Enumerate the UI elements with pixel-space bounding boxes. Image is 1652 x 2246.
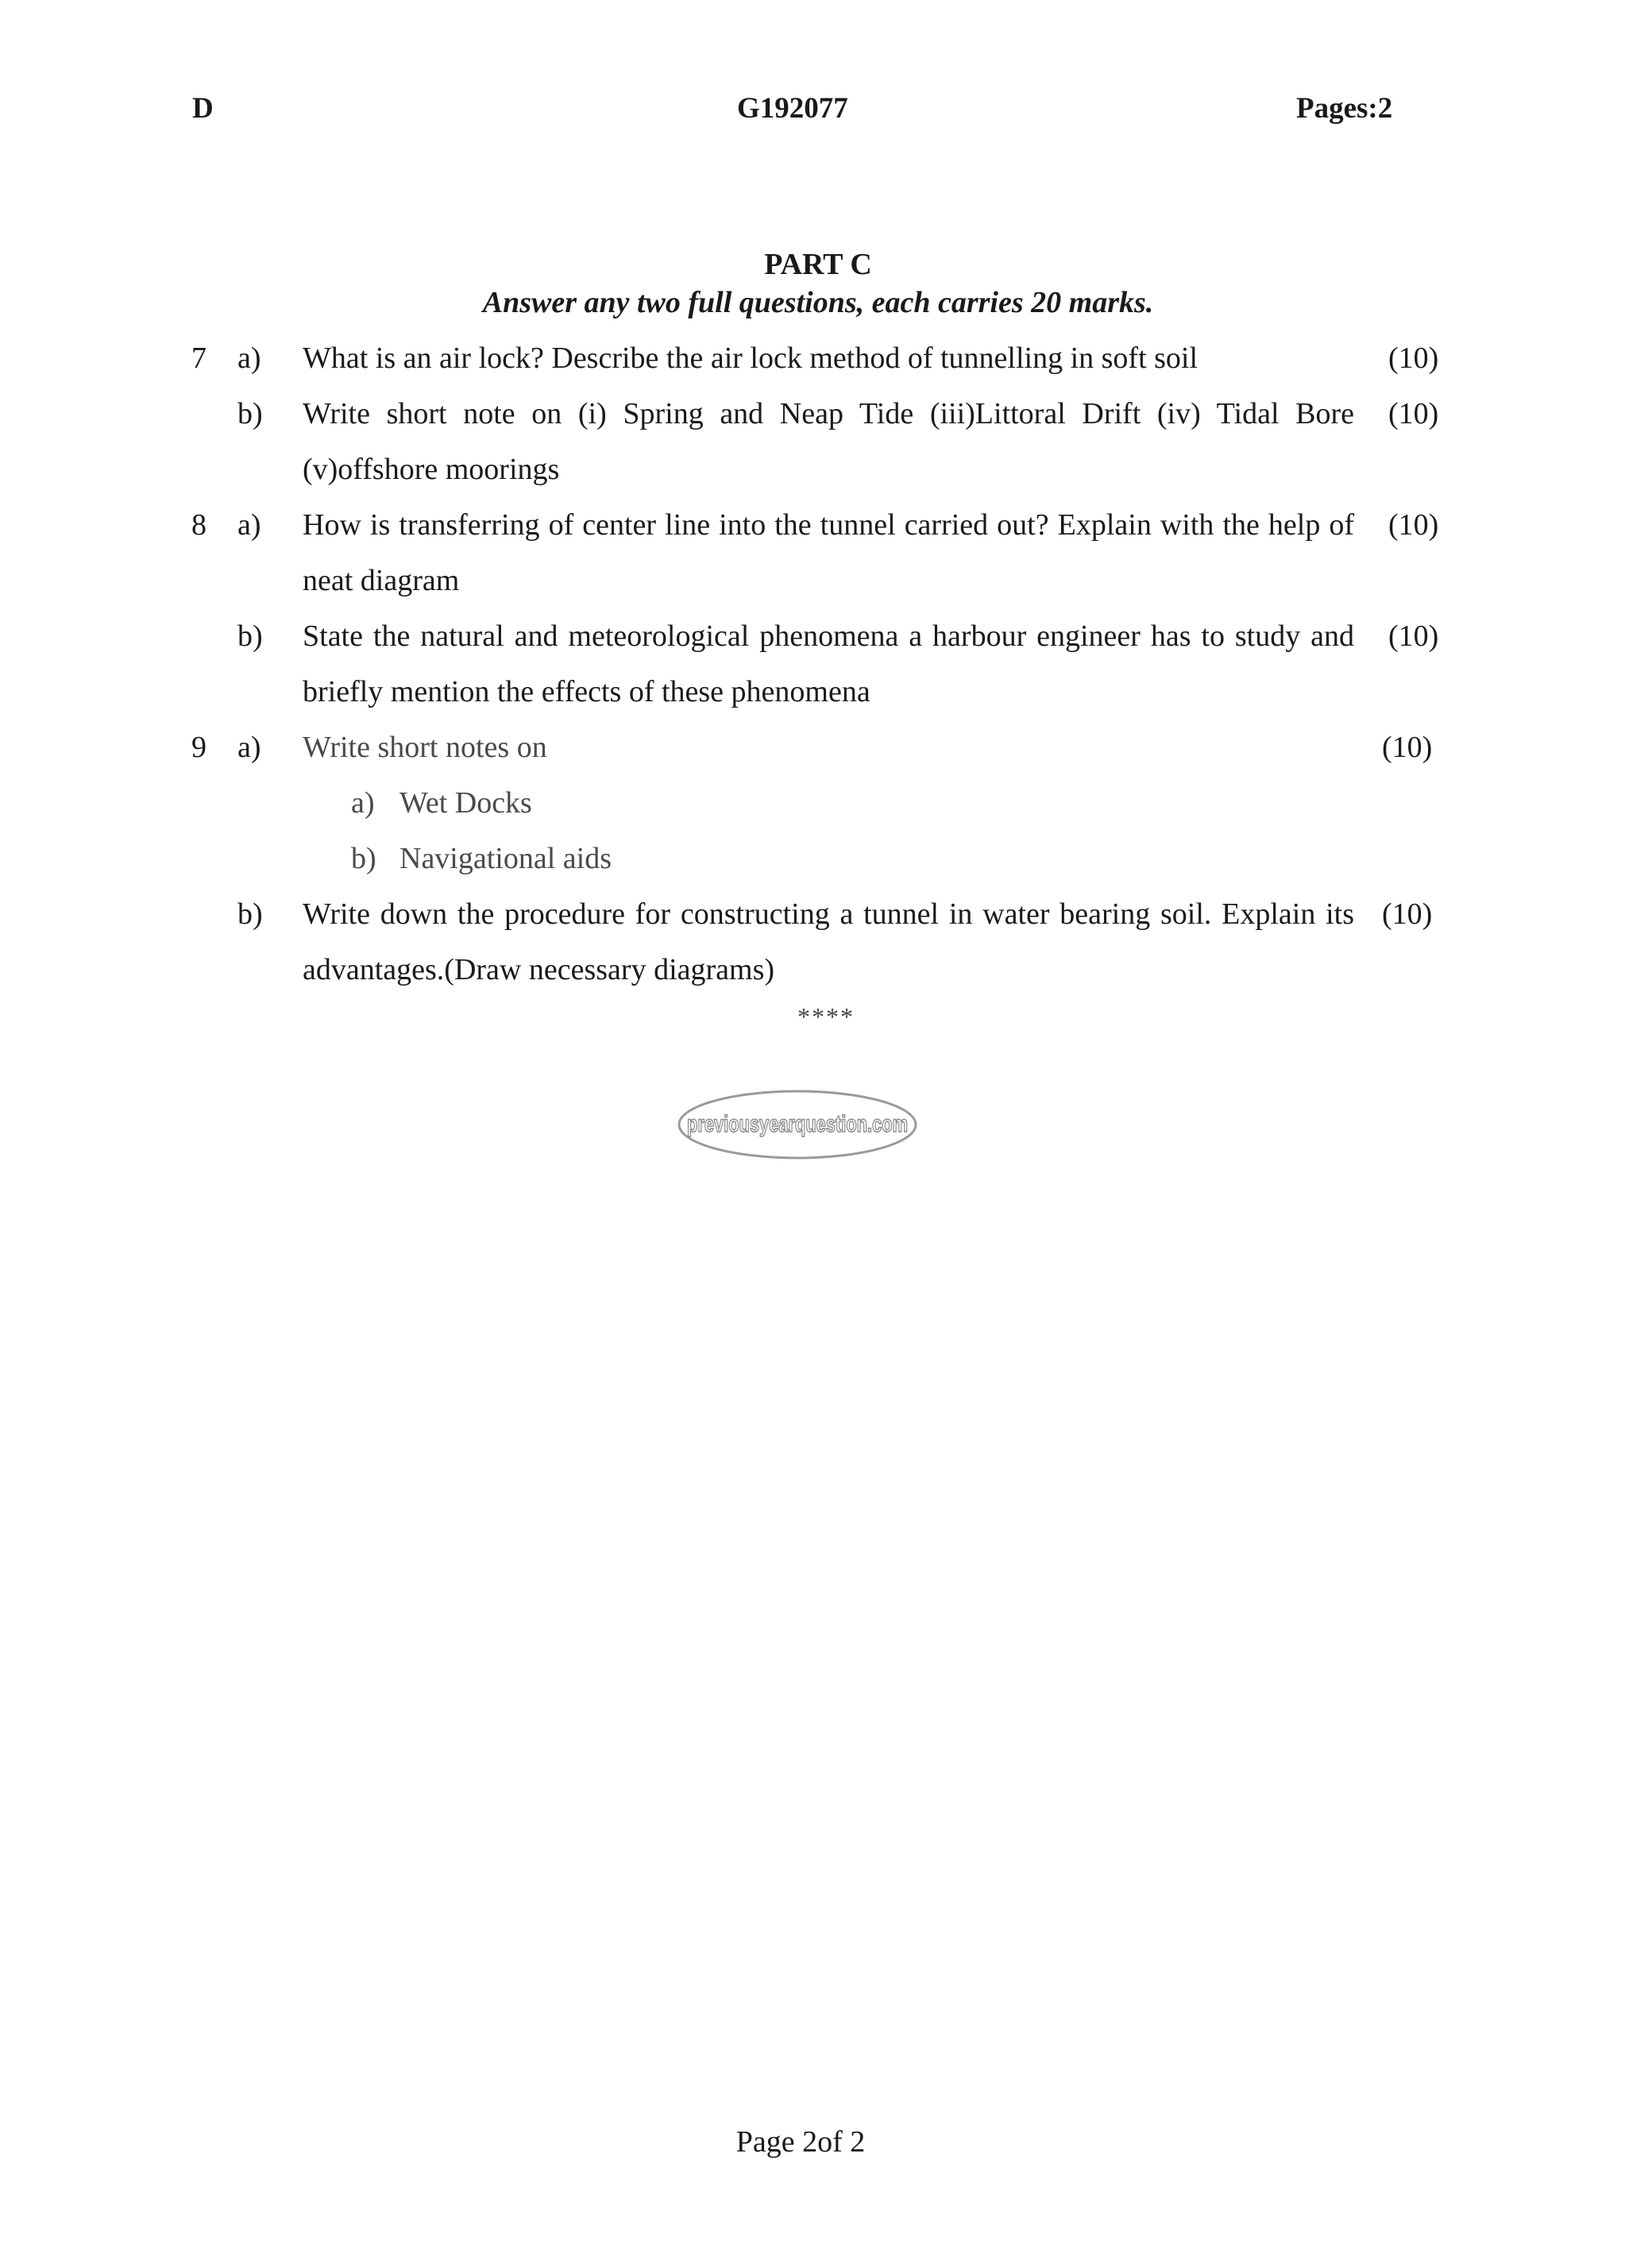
question-marks: (10) [1388,619,1439,653]
sub-question-label: b) [237,397,263,430]
page-footer: Page 2of 2 [735,2125,866,2159]
sub-question-label: b) [237,619,263,653]
part-title: PART C [764,248,872,281]
sub-question-label: a) [237,508,261,542]
svg-text:previousyearquestion.com: previousyearquestion.com [687,1111,908,1137]
question-number: 7 [191,342,206,375]
question-number: 9 [191,731,206,764]
question-text: Write down the procedure for constructing a tunnel in water bearing soil. Explain its advantages.(Draw necessary diagrams) [303,897,1354,986]
watermark-logo [677,1088,918,1161]
question-text: Write short note on (i) Spring and Neap Tide (iii)Littoral Drift (iv) Tidal Bore (v)offshore moorings [303,397,1354,486]
sub-question-label: a) [237,342,261,375]
sub-question-label: a) [237,731,261,764]
question-marks: (10) [1388,508,1439,542]
paper-id: G192077 [737,92,848,125]
question-marks: (10) [1388,342,1439,375]
end-of-paper-mark: **** [797,1002,855,1031]
sub-question-label: b) [237,897,263,931]
sub-list-text: Navigational aids [399,842,612,875]
question-marks: (10) [1382,897,1433,931]
sub-list-text: Wet Docks [399,786,532,820]
question-marks: (10) [1388,397,1439,430]
question-text: State the natural and meteorological phenomena a harbour engineer has to study and briefly mention the effects of these phenomena [303,619,1354,708]
question-text: Write short notes on [303,731,547,764]
page-count: Pages:2 [1296,92,1393,125]
paper-series-code: D [192,92,214,125]
question-text: What is an air lock? Describe the air lock method of tunnelling in soft soil [303,342,1198,375]
part-instruction: Answer any two full questions, each carries 20 marks. [482,286,1154,319]
sub-list-label: b) [351,842,376,875]
question-marks: (10) [1382,731,1433,764]
question-number: 8 [191,508,206,542]
question-text: How is transferring of center line into the tunnel carried out? Explain with the help of neat diagram [303,508,1354,597]
sub-list-label: a) [351,786,375,820]
